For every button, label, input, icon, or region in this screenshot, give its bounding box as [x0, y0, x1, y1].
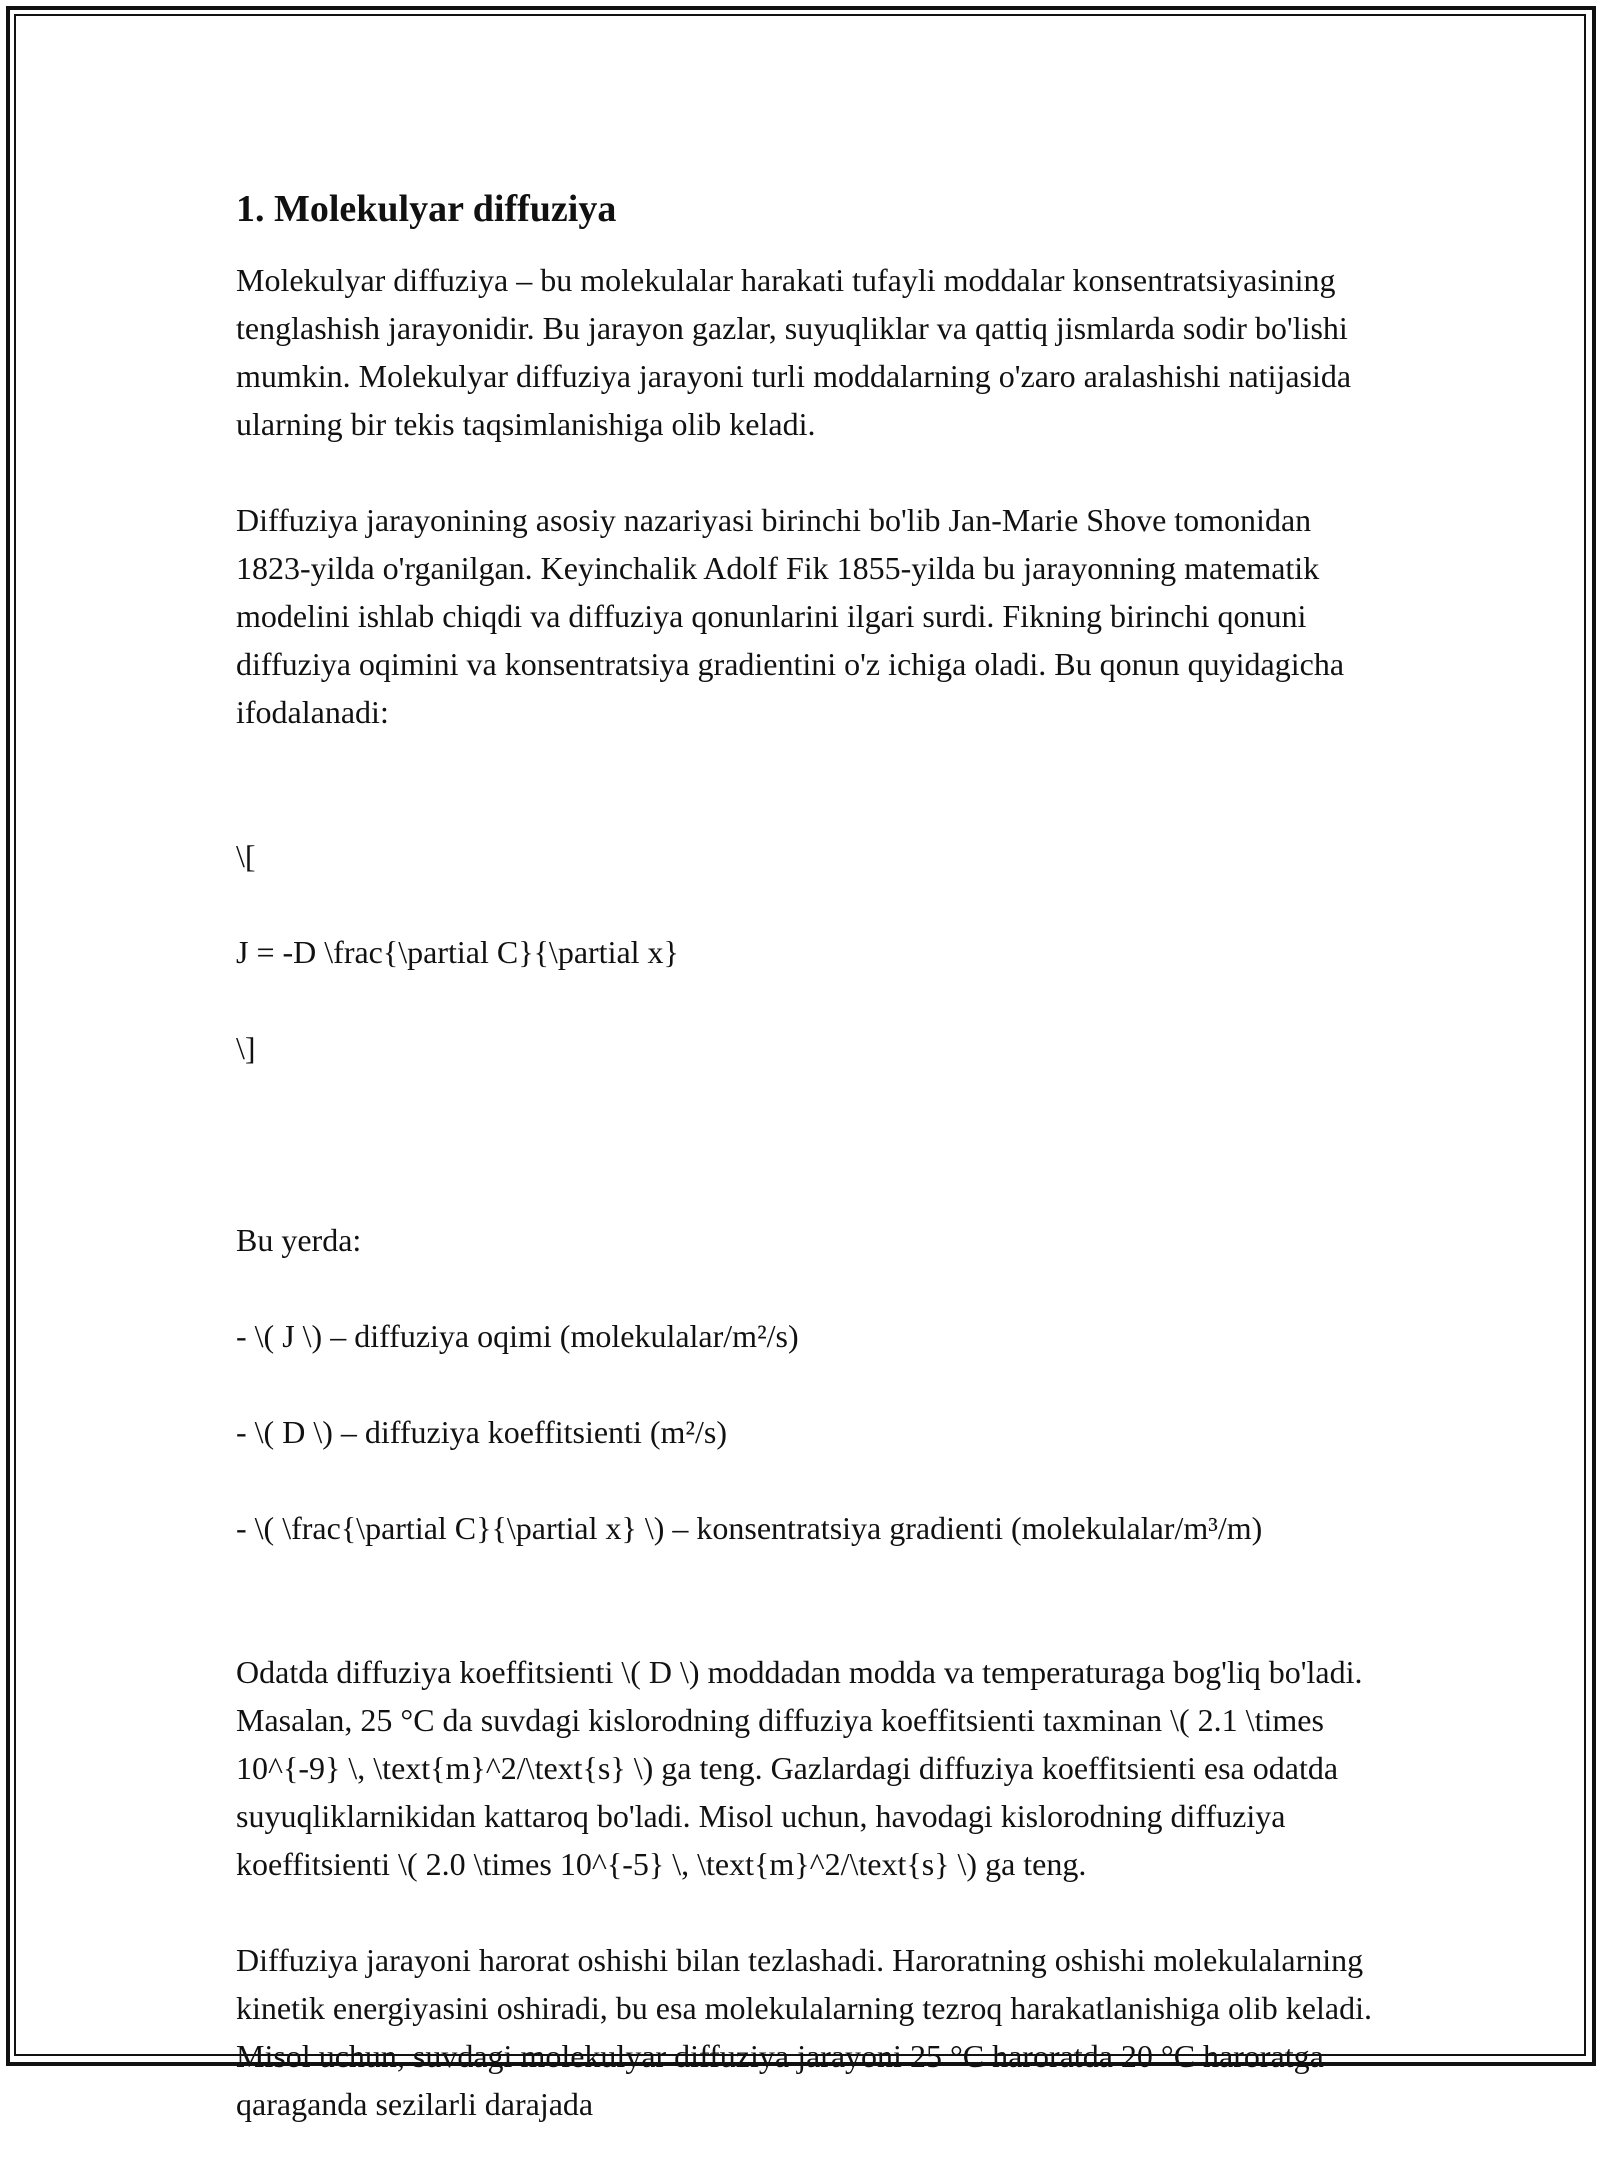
document-body	[236, 185, 1376, 2176]
formula-block	[236, 784, 1376, 1120]
formula-body: J = -D \frac{\partial C}{\partial x}	[236, 934, 679, 971]
formula-open: \[	[236, 838, 256, 875]
paragraph-intro: Molekulyar diffuziya – bu molekulalar harakati tufayli moddalar konsentratsiyasining tenglashish jarayonidir. Bu jarayon gazlar, suyuqliklar va qattiq jismlarda sodir bo'lishi mumkin. Molekulyar diffuziya jarayoni turli moddalarning o'zaro aralashishi natijasida ularning bir tekis taqsimlanishiga olib keladi.	[236, 262, 1352, 443]
paragraph-coefficient: Odatda diffuziya koeffitsienti \( D \) moddadan modda va temperaturaga bog'liq bo'ladi. Masalan, 25 °C da suvdagi kislorodning diffuziya koeffitsienti taxminan \( 2.1 \times 10^{-9} \, \text{m}^2/\text{s} \) ga teng. Gazlardagi diffuziya koeffitsienti esa odatda suyuqliklarnikidan kattaroq bo'ladi. Misol uchun, havodagi kislorodning diffuziya koeffitsienti \( 2.0 \times 10^{-5} \, \text{m}^2/\text{s} \) ga teng.	[236, 1654, 1363, 1883]
definitions-intro: Bu yerda:	[236, 1222, 362, 1259]
formula-close: \]	[236, 1030, 256, 1067]
definition-item-j: - \( J \) – diffuziya oqimi (molekulalar/m²/s)	[236, 1318, 799, 1355]
paragraph-history: Diffuziya jarayonining asosiy nazariyasi birinchi bo'lib Jan-Marie Shove tomonidan 1823-yilda o'rganilgan. Keyinchalik Adolf Fik 1855-yilda bu jarayonning matematik modelini ishlab chiqdi va diffuziya qonunlarini ilgari surdi. Fikning birinchi qonuni diffuziya oqimini va konsentratsiya gradientini o'z ichiga oladi. Bu qonun quyidagicha ifodalanadi:	[236, 502, 1345, 731]
definitions-list	[236, 1168, 1376, 1600]
definition-item-d: - \( D \) – diffuziya koeffitsienti (m²/s)	[236, 1414, 727, 1451]
paragraph-temperature: Diffuziya jarayoni harorat oshishi bilan tezlashadi. Haroratning oshishi molekulalarning kinetik energiyasini oshiradi, bu esa molekulalarning tezroq harakatlanishiga olib keladi. Misol uchun, suvdagi molekulyar diffuziya jarayoni 25 °C haroratda 20 °C haroratga qaraganda sezilarli darajada	[236, 1942, 1372, 2123]
definition-item-gradient: - \( \frac{\partial C}{\partial x} \) – konsentratsiya gradienti (molekulalar/m³/m)	[236, 1510, 1263, 1547]
section-heading: 1. Molekulyar diffuziya	[236, 188, 617, 230]
